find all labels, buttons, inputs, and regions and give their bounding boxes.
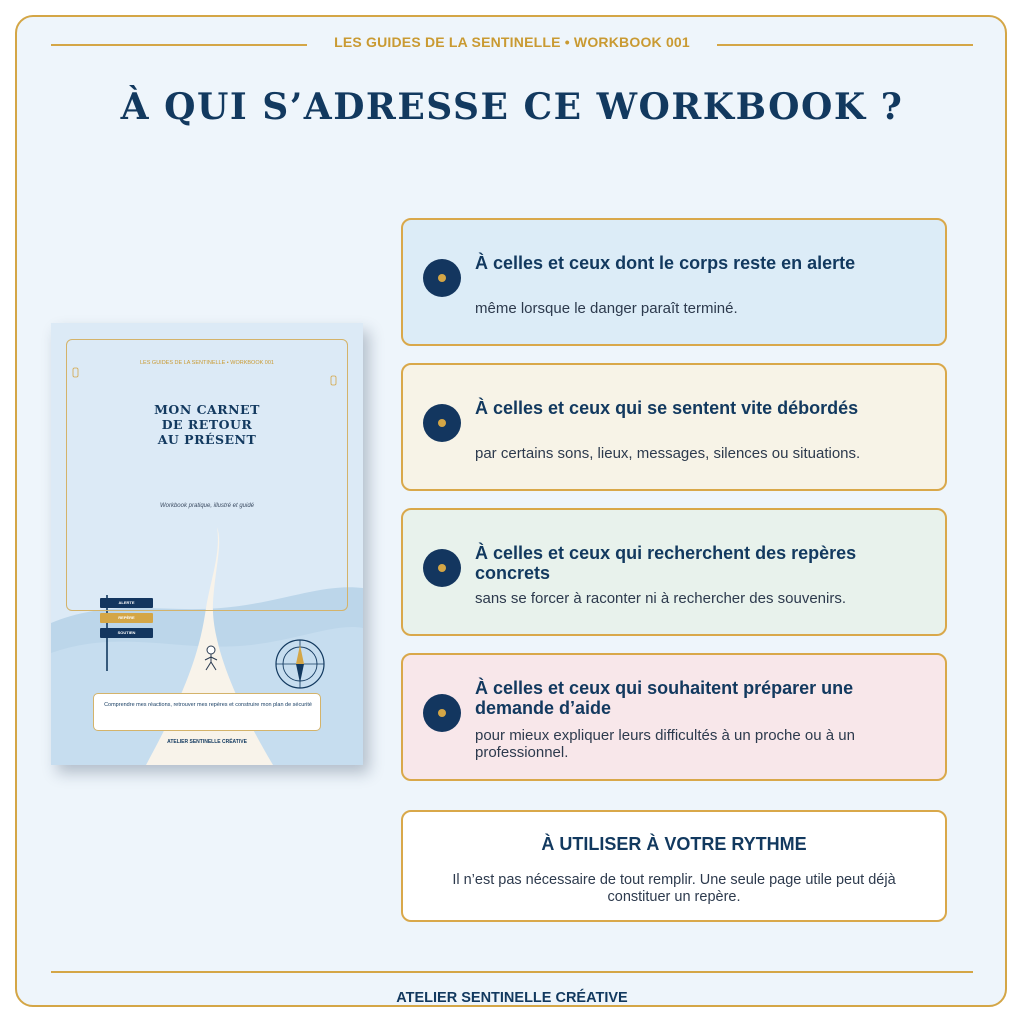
audience-card: [401, 363, 947, 491]
bullet-icon: [423, 259, 461, 297]
bullet-icon: [423, 694, 461, 732]
card-text: pour mieux expliquer leurs difficultés à un proche ou à un professionnel.: [475, 727, 855, 761]
sign-alerte: ALERTE: [100, 598, 153, 608]
bullet-icon: [423, 549, 461, 587]
card-title: À celles et ceux qui se sentent vite débordés: [475, 398, 859, 418]
page-title: À QUI S’ADRESSE CE WORKBOOK ?: [120, 86, 904, 128]
rhythm-text: Il n’est pas nécessaire de tout remplir. Une seule page utile peut déjà constituer un repère.: [452, 872, 896, 905]
audience-card: [401, 653, 947, 781]
footer-label: ATELIER SENTINELLE CRÉATIVE: [396, 990, 628, 1006]
book-series-label: LES GUIDES DE LA SENTINELLE • WORKBOOK 001: [140, 360, 274, 366]
card-title: À celles et ceux qui souhaitent préparer une demande d’aide: [475, 678, 854, 718]
book-subtitle: Workbook pratique, illustré et guidé: [159, 503, 255, 509]
card-title: À celles et ceux qui recherchent des repères concrets: [475, 543, 857, 583]
book-inner-border: [66, 339, 348, 611]
rhythm-card: [401, 810, 947, 922]
card-text: par certains sons, lieux, messages, silences ou situations.: [475, 445, 861, 462]
footer-rule: [51, 971, 973, 973]
sign-soutien: SOUTIEN: [100, 628, 153, 638]
audience-card: [401, 218, 947, 346]
sign-repere: REPÈRE: [100, 613, 153, 623]
bullet-icon: [423, 404, 461, 442]
book-summary-box: [93, 693, 321, 731]
card-title: À celles et ceux dont le corps reste en alerte: [475, 253, 856, 273]
book-title: MON CARNET DE RETOUR AU PRÉSENT: [154, 402, 260, 447]
card-text: même lorsque le danger paraît terminé.: [475, 300, 738, 317]
book-summary-text: Comprendre mes réactions, retrouver mes repères et construire mon plan de sécurité: [104, 702, 312, 708]
book-cover: [51, 323, 363, 765]
series-label: LES GUIDES DE LA SENTINELLE • WORKBOOK 001: [334, 34, 690, 50]
card-text: sans se forcer à raconter ni à rechercher des souvenirs.: [475, 590, 847, 607]
audience-card: [401, 508, 947, 636]
compass-icon: [276, 640, 324, 688]
book-publisher: ATELIER SENTINELLE CRÉATIVE: [167, 739, 247, 745]
rhythm-title: À UTILISER À VOTRE RYTHME: [541, 834, 807, 854]
